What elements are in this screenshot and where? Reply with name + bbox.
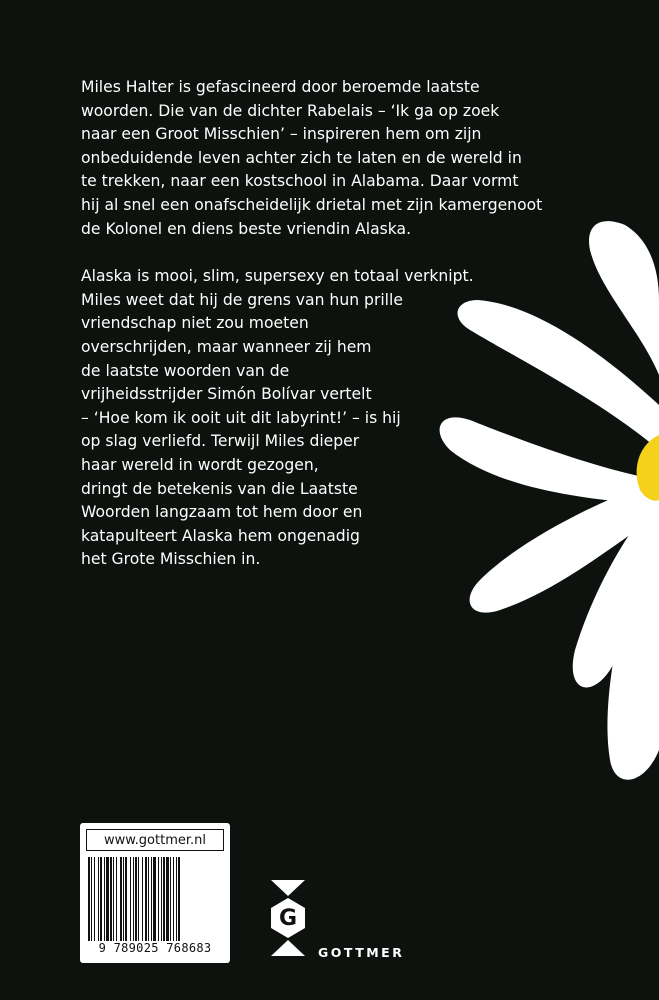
barcode-bar [94,857,95,941]
barcode-bar [123,857,124,941]
gottmer-logo-icon [267,878,309,958]
blurb-line: vrijheidsstrijder Simón Bolívar vertelt [81,385,372,404]
blurb-line: dringt de betekenis van die Laatste [81,479,358,498]
blurb-line: de Kolonel en diens beste vriendin Alaska. [81,219,412,238]
blurb-line: haar wereld in wordt gezogen, [81,455,319,474]
barcode-bar [110,857,112,941]
blurb-line: onbeduidende leven achter zich te laten en de wereld in [81,148,522,167]
barcode-bar [116,857,117,941]
barcode-bar [98,857,99,941]
barcode-bar [142,857,143,941]
barcode-bar [130,857,131,941]
barcode-bar [163,857,165,941]
blurb-line: Miles weet dat hij de grens van hun prille [81,290,403,309]
blurb-line: katapulteert Alaska hem ongenadig [81,526,360,545]
blurb-line: woorden. Die van de dichter Rabelais – ‘Ik ga op zoek [81,101,500,120]
barcode-bar [161,857,162,941]
blurb-line: – ‘Hoe kom ik ooit uit dit labyrint!’ – is hij [81,408,401,427]
blurb-line: Miles Halter is gefascineerd door beroemde laatste [81,78,480,96]
blurb-line: het Grote Misschien in. [81,550,261,569]
blurb-line: overschrijden, maar wanneer zij hem [81,337,372,356]
blurb-line: hij al snel een onafscheidelijk drietal met zijn kamergenoot [81,195,543,214]
barcode-bar [170,857,171,941]
blurb-text [81,76,601,572]
barcode-block [80,823,230,963]
barcode-bar [125,857,127,941]
barcode-bar [153,857,156,941]
blurb-paragraph-2 [81,265,601,572]
blurb-line: te trekken, naar een kostschool in Alabama. Daar vormt [81,172,519,191]
blurb-line: vriendschap niet zou moeten [81,314,309,333]
blurb-line: naar een Groot Misschien’ – inspireren hem om zijn [81,125,482,144]
logo-letter: G [278,906,298,931]
barcode-bar [138,857,139,941]
blurb-line: Alaska is mooi, slim, supersexy en totaal verknipt. [81,267,474,286]
barcode-bar [104,857,105,941]
barcode-bars [86,857,224,941]
barcode-bar [151,857,152,941]
publisher-website: www.gottmer.nl [86,829,224,851]
barcode-bar [173,857,174,941]
blurb-line: de laatste woorden van de [81,361,290,380]
blurb-paragraph-1 [81,76,601,241]
barcode-bar [176,857,177,941]
barcode-bar [135,857,137,941]
blurb-line: Woorden langzaam tot hem door en [81,503,363,522]
barcode-bar [158,857,159,941]
barcode-bar [148,857,149,941]
isbn-number: 9 789025 768683 [98,941,212,955]
barcode-bar [106,857,109,941]
publisher-name: GOTTMER [318,945,405,960]
barcode-bar [166,857,169,941]
blurb-line: op slag verliefd. Terwijl Miles dieper [81,432,360,451]
barcode-bar [113,857,114,941]
barcode-bar [145,857,147,941]
barcode-bar [91,857,92,941]
barcode-bar [178,857,180,941]
barcode-bar [88,857,90,941]
barcode-bar [133,857,134,941]
barcode-bar [120,857,122,941]
barcode-bar [100,857,102,941]
